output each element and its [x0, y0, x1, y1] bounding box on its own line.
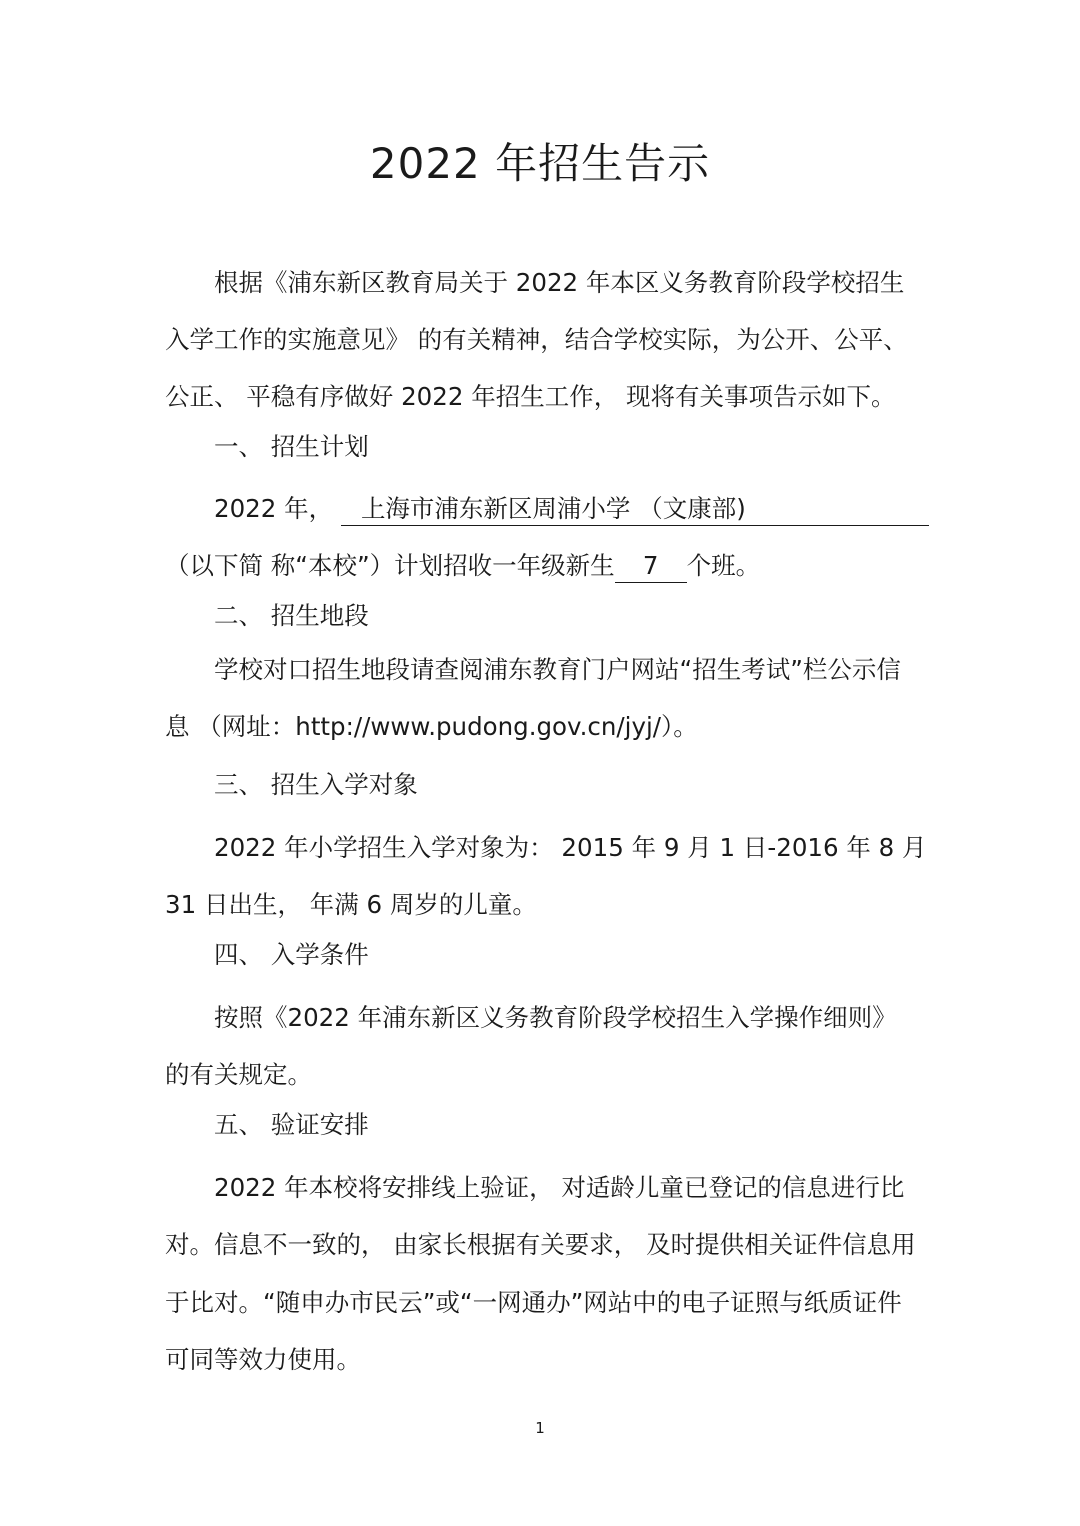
- intro-line-1: 根据《浦东新区教育局关于 2022 年本区义务教育阶段学校招生: [214, 268, 905, 297]
- admission-conditions-line-2: 的有关规定。: [165, 1060, 312, 1089]
- page-title: 2022 年招生告示: [369, 139, 711, 188]
- intro-line-3: 公正、 平稳有序做好 2022 年招生工作， 现将有关事项告示如下。: [165, 382, 896, 411]
- school-name-field: 上海市浦东新区周浦小学 （文康部): [341, 493, 929, 526]
- verification-line-1: 2022 年本校将安排线上验证， 对适龄儿童已登记的信息进行比: [214, 1173, 905, 1202]
- section-heading-enrollment-area: 二、 招生地段: [214, 601, 369, 630]
- enrollment-area-line-2: 息 （网址：http://www.pudong.gov.cn/jyj/）。: [165, 712, 698, 741]
- year-prefix: 2022 年，: [214, 494, 334, 523]
- page-number: 1: [535, 1419, 545, 1437]
- enrollment-area-line-1: 学校对口招生地段请查阅浦东教育门户网站“招生考试”栏公示信: [214, 655, 901, 684]
- enrollment-target-line-2: 31 日出生， 年满 6 周岁的儿童。: [165, 890, 537, 919]
- enrollment-plan-line-2: [165, 549, 920, 583]
- section-heading-enrollment-plan: 一、 招生计划: [214, 432, 369, 461]
- verification-line-2: 对。信息不一致的， 由家长根据有关要求， 及时提供相关证件信息用: [165, 1230, 916, 1259]
- enrollment-plan-suffix: 个班。: [686, 551, 761, 580]
- verification-line-4: 可同等效力使用。: [165, 1345, 361, 1374]
- enrollment-plan-text: （以下简 称“本校”）计划招收一年级新生: [165, 551, 615, 580]
- section-heading-verification: 五、 验证安排: [214, 1110, 369, 1139]
- admission-conditions-line-1: 按照《2022 年浦东新区义务教育阶段学校招生入学操作细则》: [214, 1003, 897, 1032]
- class-count-field: 7: [615, 550, 687, 583]
- section-heading-admission-conditions: 四、 入学条件: [214, 940, 369, 969]
- verification-line-3: 于比对。“随申办市民云”或“一网通办”网站中的电子证照与纸质证件: [165, 1288, 902, 1317]
- enrollment-plan-line-1: [165, 492, 969, 526]
- intro-line-2: 入学工作的实施意见》 的有关精神，结合学校实际，为公开、公平、: [165, 325, 908, 354]
- section-heading-enrollment-target: 三、 招生入学对象: [214, 770, 418, 799]
- enrollment-target-line-1: 2022 年小学招生入学对象为： 2015 年 9 月 1 日-2016 年 8 月: [214, 833, 927, 862]
